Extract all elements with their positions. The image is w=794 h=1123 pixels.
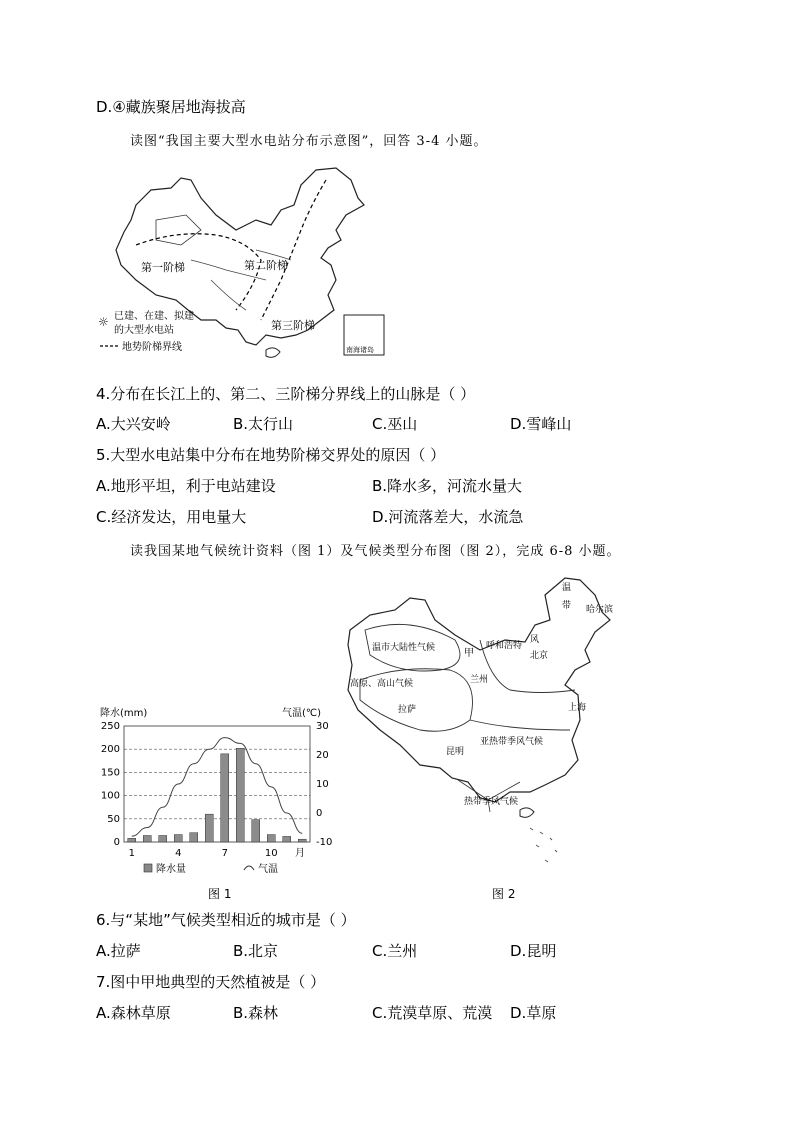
- q4-stem: 4.分布在长江上的、第二、三阶梯分界线上的山脉是（ ）: [96, 385, 476, 403]
- y-right-tick: 0: [316, 808, 323, 819]
- q6-option-b[interactable]: B.北京: [233, 942, 279, 960]
- legend-station-line2: 的大型水电站: [114, 325, 174, 336]
- y-right-label: 气温(℃): [282, 708, 322, 719]
- legend-bar-swatch: [144, 864, 152, 872]
- label-tropical-monsoon: 热带季风气候: [464, 797, 519, 807]
- figure-2-caption: 图 2: [492, 887, 516, 901]
- inset-label: 南海诸岛: [346, 346, 374, 354]
- y-right-tick: -10: [316, 837, 333, 848]
- climate-type-map: [340, 570, 620, 870]
- precip-bar: [283, 836, 291, 842]
- stage-3-label: 第三阶梯: [271, 319, 315, 332]
- precip-bar: [221, 754, 229, 842]
- y-left-tick: 0: [113, 837, 120, 848]
- legend-line-label: 气温: [258, 864, 278, 875]
- precip-bar: [174, 835, 182, 842]
- q3-option-d: D.④藏族聚居地海拔高: [96, 98, 246, 116]
- q4-option-d[interactable]: D.雪峰山: [510, 415, 572, 433]
- precip-bar: [159, 836, 167, 842]
- q7-option-c[interactable]: C.荒漠草原、荒漠: [372, 1004, 493, 1022]
- hydropower-map: [96, 160, 396, 370]
- y-left-tick: 50: [107, 813, 120, 825]
- x-tick: 1: [128, 848, 135, 859]
- label-hohhot: 呼和浩特: [486, 641, 523, 651]
- stage-2-label: 第二阶梯: [244, 259, 288, 272]
- y-left-tick: 200: [100, 744, 120, 756]
- temperature-line: [132, 738, 303, 837]
- q7-stem: 7.图中甲地典型的天然植被是（ ）: [96, 973, 326, 991]
- q4-option-a[interactable]: A.大兴安岭: [96, 415, 171, 433]
- q7-option-d[interactable]: D.草原: [510, 1004, 557, 1022]
- q5-option-c[interactable]: C.经济发达，用电量大: [96, 508, 247, 526]
- label-subtropical-monsoon: 亚热带季风气候: [480, 737, 544, 747]
- stage-1-label: 第一阶梯: [141, 261, 185, 274]
- q5-option-a[interactable]: A.地形平坦，利于电站建设: [96, 477, 276, 495]
- label-harbin: 哈尔滨: [586, 605, 614, 615]
- precip-bar: [298, 839, 306, 842]
- q4-option-c[interactable]: C.巫山: [372, 415, 418, 433]
- q6-option-a[interactable]: A.拉萨: [96, 942, 141, 960]
- instruction-3-4: 读图“我国主要大型水电站分布示意图”，回答 3-4 小题。: [130, 134, 488, 149]
- q6-option-c[interactable]: C.兰州: [372, 942, 418, 960]
- y-right-tick: 20: [316, 750, 329, 761]
- y-left-tick: 100: [100, 790, 120, 802]
- label-temperate-continental: 温市大陆性气候: [372, 643, 436, 653]
- y-left-tick: 250: [100, 721, 120, 732]
- q4-option-b[interactable]: B.太行山: [233, 415, 294, 433]
- tropical-pointer: [458, 780, 520, 812]
- y-right-tick: 10: [316, 779, 329, 790]
- q7-option-a[interactable]: A.森林草原: [96, 1004, 171, 1022]
- y-left-tick: 150: [100, 767, 120, 779]
- q6-option-d[interactable]: D.昆明: [510, 942, 557, 960]
- legend-line-swatch: [244, 866, 254, 870]
- q7-option-b[interactable]: B.森林: [233, 1004, 279, 1022]
- subtropical-boundary: [470, 720, 570, 730]
- legend-boundary-label: 地势阶梯界线: [122, 342, 182, 353]
- hainan-2: [520, 808, 534, 817]
- label-shanghai: 上海: [568, 703, 587, 713]
- legend-bar-label: 降水量: [156, 864, 186, 875]
- region-line: [156, 215, 201, 245]
- label-dai: 带: [562, 601, 572, 611]
- x-tick: 4: [175, 848, 182, 859]
- south-sea-islands: [530, 828, 557, 862]
- climate-chart: [96, 700, 336, 880]
- precip-bar: [128, 838, 136, 842]
- precip-bar: [236, 748, 244, 842]
- china-outline-2: [348, 578, 610, 802]
- label-feng: 风: [530, 635, 540, 645]
- label-lanzhou: 兰州: [470, 675, 489, 685]
- label-lasa: 拉萨: [398, 705, 417, 715]
- precip-bar: [252, 820, 260, 842]
- station-icon: ☼: [98, 315, 109, 329]
- instruction-6-8: 读我国某地气候统计资料（图 1）及气候类型分布图（图 2），完成 6-8 小题。: [130, 544, 621, 559]
- label-kunming: 昆明: [446, 747, 465, 757]
- q6-stem: 6.与“某地”气候类型相近的城市是（ ）: [96, 911, 356, 929]
- q5-option-b[interactable]: B.降水多，河流水量大: [372, 477, 523, 495]
- figure-1-caption: 图 1: [208, 887, 232, 901]
- precip-bar: [267, 835, 275, 842]
- q5-stem: 5.大型水电站集中分布在地势阶梯交界处的原因（ ）: [96, 446, 446, 464]
- precip-bar: [143, 836, 151, 842]
- label-beijing: 北京: [530, 651, 549, 661]
- label-jia: 甲: [464, 648, 474, 659]
- precip-bar: [205, 814, 213, 842]
- label-plateau-climate: 高原、高山气候: [350, 679, 414, 689]
- hainan: [266, 348, 280, 357]
- y-right-tick: 30: [316, 721, 329, 732]
- precip-bar: [190, 833, 198, 842]
- x-tick: 月: [295, 848, 305, 859]
- stage-boundary-2: [261, 180, 326, 320]
- label-wen: 温: [562, 583, 572, 593]
- legend-station-line1: 已建、在建、拟建: [114, 311, 194, 322]
- x-tick: 7: [221, 848, 228, 859]
- q5-option-d[interactable]: D.河流落差大，水流急: [372, 508, 524, 526]
- x-tick: 10: [264, 848, 278, 859]
- y-left-label: 降水(mm): [100, 708, 148, 719]
